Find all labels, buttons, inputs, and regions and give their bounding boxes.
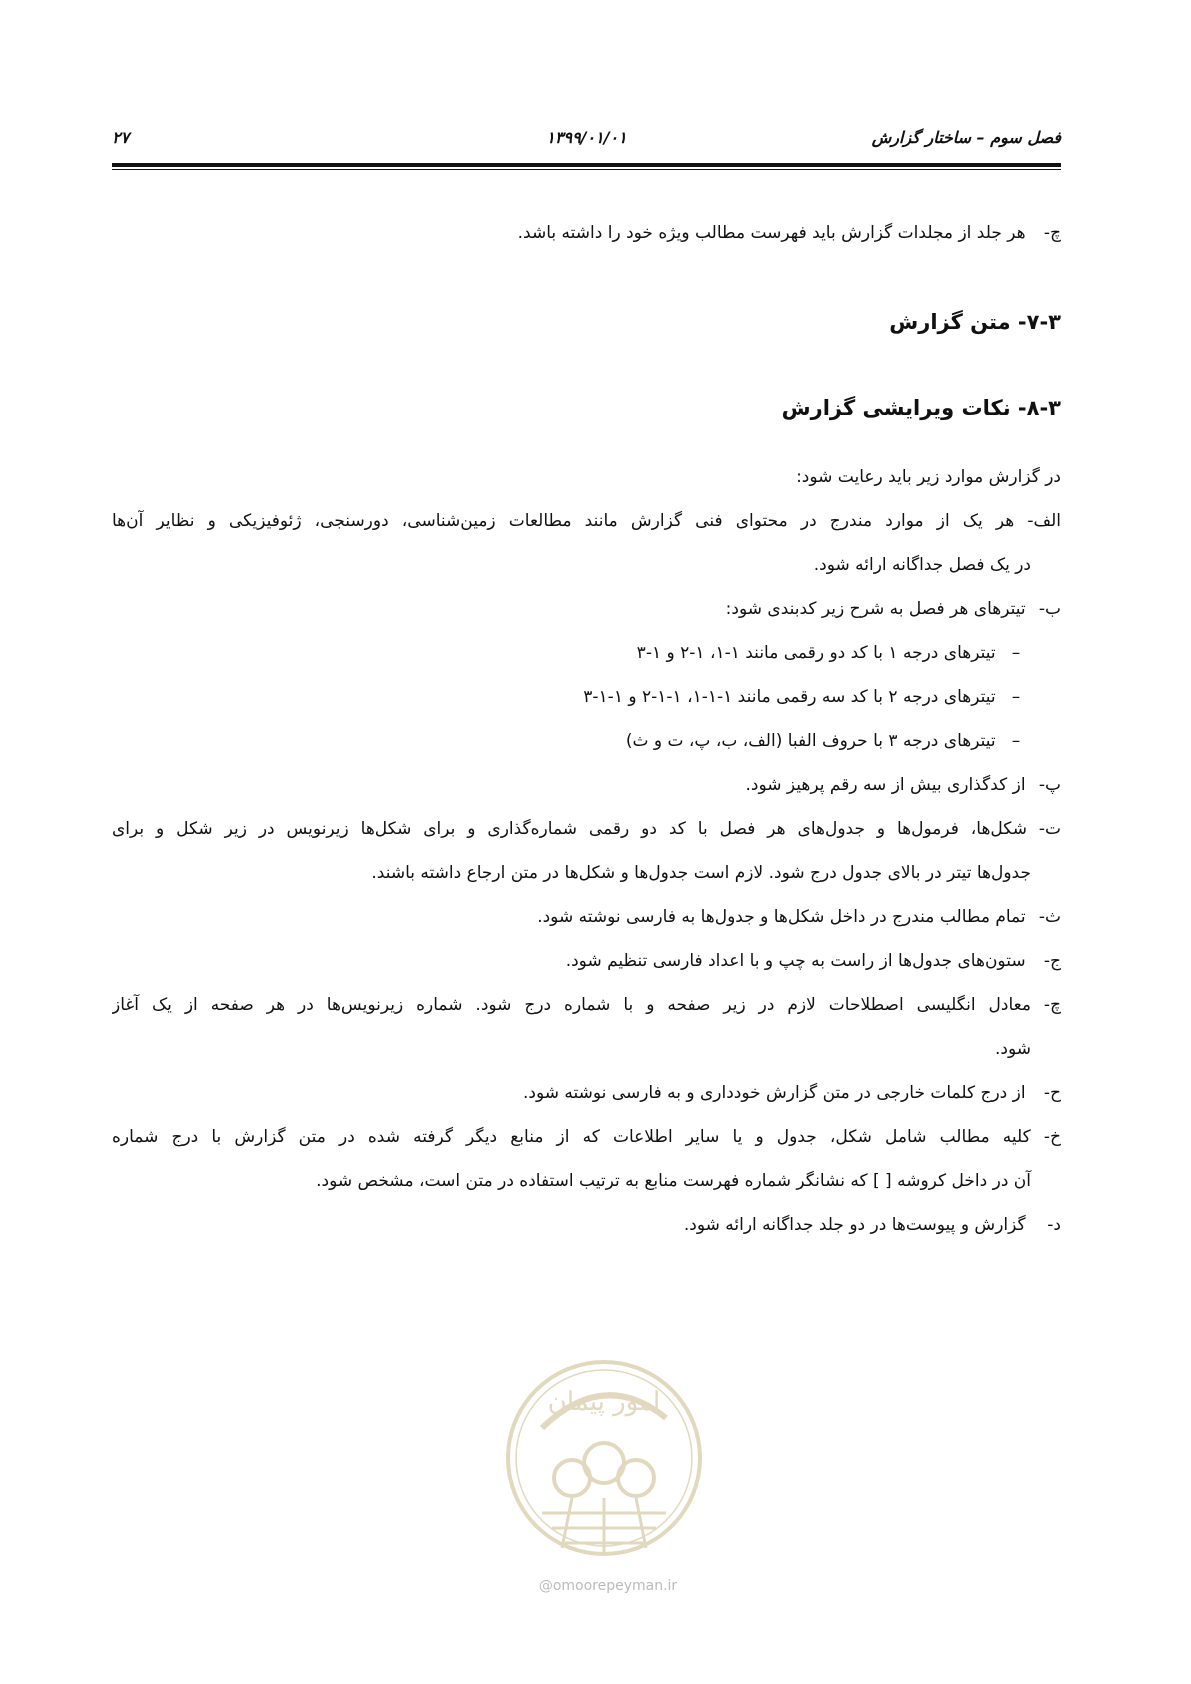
item-text: معادل انگلیسی اصطلاحات لازم در زیر صفحه و با شماره درج شود. شماره زیرنویس‌ها در هر صفحه از یک آغاز: [112, 995, 1031, 1015]
section-heading: ۷-۳- متن گزارش: [889, 310, 1061, 334]
list-item: [112, 510, 1061, 532]
lead-paragraph: در گزارش موارد زیر باید رعایت شود:: [796, 467, 1061, 487]
list-item: [684, 1214, 1061, 1236]
section-heading: ۸-۳- نکات ویرایشی گزارش: [781, 396, 1061, 420]
list-item: [537, 906, 1061, 928]
sub-item: [626, 730, 1031, 752]
item-continuation: شود.: [994, 1039, 1031, 1059]
item-text: تیترهای درجه ۳ با حروف الفبا (الف، ب، پ، ت و ث): [625, 731, 996, 751]
page-header: [112, 128, 1061, 152]
item-text: تمام مطالب مندرج در داخل شکل‌ها و جدول‌ها به فارسی نوشته شود.: [537, 907, 1026, 927]
watermark-logo-text: امور پیمان: [547, 1387, 661, 1417]
header-rule-thin: [112, 169, 1061, 170]
item-marker: ج-: [1043, 951, 1061, 971]
list-item: [518, 222, 1061, 244]
list-item: [112, 994, 1061, 1016]
list-item: [523, 1082, 1061, 1104]
item-marker: چ-: [1043, 995, 1061, 1015]
sub-item: [637, 642, 1031, 664]
item-marker: خ-: [1043, 1127, 1061, 1147]
item-text: از کدگذاری بیش از سه رقم پرهیز شود.: [745, 775, 1026, 795]
item-marker: ح-: [1043, 1083, 1061, 1103]
item-text: تیترهای هر فصل به شرح زیر کدبندی شود:: [725, 599, 1026, 619]
item-text: شکل‌ها، فرمول‌ها و جدول‌های هر فصل با کد دو رقمی شماره‌گذاری و برای شکل‌ها زیرنویس در زیر شکل و برای: [112, 819, 1027, 839]
header-date: ۱۳۹۹/۰۱/۰۱: [546, 128, 627, 147]
list-item: [566, 950, 1061, 972]
chapter-title: فصل سوم – ساختار گزارش: [871, 128, 1061, 147]
item-marker: چ-: [1043, 223, 1061, 243]
header-rule-thick: [112, 163, 1061, 167]
list-item: [746, 774, 1062, 796]
page-number: ۲۷: [112, 128, 130, 147]
item-marker: ت-: [1038, 819, 1061, 839]
list-item: [112, 818, 1061, 840]
item-marker: د-: [1047, 1215, 1061, 1235]
item-text: کلیه مطالب شامل شکل، جدول و یا سایر اطلاعات که از منابع دیگر گرفته شده در متن گزارش با درج شماره: [112, 1127, 1031, 1147]
item-marker: ب-: [1038, 599, 1061, 619]
sub-item: [583, 686, 1031, 708]
item-marker: ث-: [1038, 907, 1061, 927]
item-text: هر جلد از مجلدات گزارش باید فهرست مطالب ویژه خود را داشته باشد.: [517, 223, 1026, 243]
item-text: تیترهای درجه ۱ با کد دو رقمی مانند ۱-۱، ۱-۲ و ۱-۳: [636, 643, 996, 663]
item-text: هر یک از موارد مندرج در محتوای فنی گزارش مانند مطالعات زمین‌شناسی، دورسنجی، ژئوفیزیکی و نظایر آن‌ها: [112, 511, 1015, 531]
dash-marker: –: [1011, 643, 1021, 663]
item-continuation: آن در داخل کروشه [ ] که نشانگر شماره فهرست منابع به ترتیب استفاده در متن است، مشخص شود.: [316, 1171, 1031, 1191]
item-marker: پ-: [1038, 775, 1061, 795]
item-text: تیترهای درجه ۲ با کد سه رقمی مانند ۱-۱-۱، ۱-۱-۲ و ۱-۱-۳: [583, 687, 996, 707]
list-item: [112, 1126, 1061, 1148]
item-marker: الف-: [1027, 511, 1061, 531]
item-continuation: در یک فصل جداگانه ارائه شود.: [813, 555, 1031, 575]
watermark-site: @omoorepeyman.ir: [538, 1578, 678, 1594]
item-text: از درج کلمات خارجی در متن گزارش خودداری و به فارسی نوشته شود.: [522, 1083, 1026, 1103]
item-continuation: جدول‌ها تیتر در بالای جدول درج شود. لازم است جدول‌ها و شکل‌ها در متن ارجاع داشته باشند.: [371, 863, 1031, 883]
dash-marker: –: [1011, 731, 1021, 751]
watermark-logo-icon: [502, 1348, 706, 1568]
item-text: ستون‌های جدول‌ها از راست به چپ و با اعداد فارسی تنظیم شود.: [565, 951, 1026, 971]
item-text: گزارش و پیوست‌ها در دو جلد جداگانه ارائه شود.: [683, 1215, 1026, 1235]
dash-marker: –: [1011, 687, 1021, 707]
list-item: [726, 598, 1061, 620]
